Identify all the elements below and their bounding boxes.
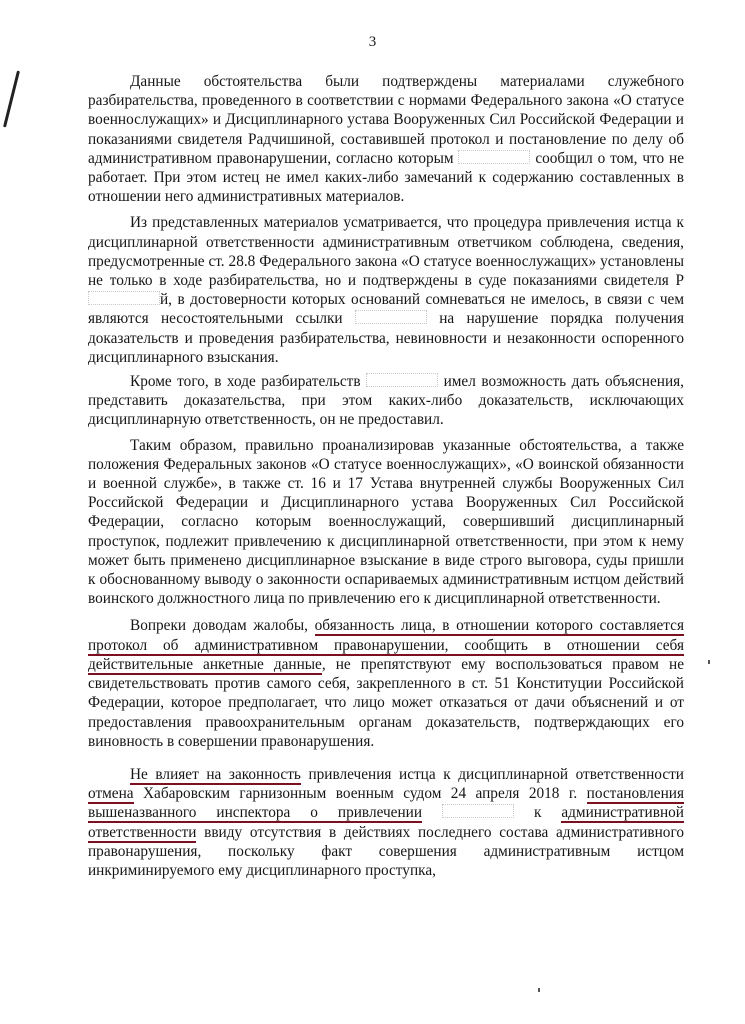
page-number: 3 (368, 34, 377, 50)
text-run: на нарушение порядка получения доказательств и проведения разбирательства, невиновности и незаконности оспоренного дисциплинарного взыскания. (88, 310, 684, 366)
text-run: Данные обстоятельства были подтверждены материалами служебного разбирательства, проведенного в соответствии с нормами Федерального закона «О статусе военнослужащих» и Дисциплинарного устава Вооруженных Сил Российской Федерации и показаниями свидетеля Радчишиной, составившей протокол и постановление по делу об административном правонарушении, согласно которым (88, 73, 684, 167)
underlined-text: административной ответственности (88, 804, 684, 841)
redacted-name (88, 291, 160, 305)
margin-speck (538, 988, 540, 992)
underlined-text: обязанность лица, в отношении которого составляется протокол об административном правонарушении, сообщить в отношении себя действительные анкетные данные (88, 617, 684, 673)
text-run: сообщил о том, что не работает. При этом истец не имел каких-либо замечаний к содержанию составленных в отношении него административных материалов. (88, 149, 684, 206)
margin-pen-stroke (3, 70, 20, 127)
text-run: Хабаровским гарнизонным военным судом 24 апреля 2018 г. (133, 785, 587, 803)
underlined-text: отмена (88, 785, 134, 803)
paragraph-conclusion-lawfulness (88, 436, 684, 609)
paragraph-procedure-followed (88, 213, 684, 367)
text-run: имел возможность дать объяснения, представить доказательства, при этом каких-либо доказательств, исключающих дисциплинарную ответственность, он не предоставил. (88, 373, 684, 429)
redacted-name (366, 373, 438, 387)
underlined-text: Не влияет на законность (130, 765, 301, 783)
text-run: й, в достоверности которых оснований сомневаться не имелось, в связи с чем являются несостоятельными ссылки (88, 291, 684, 328)
redacted-name (442, 804, 514, 818)
text-run: Из представленных материалов усматривается, что процедура привлечения истца к дисциплинарной ответственности административным ответчиком соблюдена, сведения, предусмотренные ст. 28.8 Федерального закона «О статусе военнослужащих» установлены не только в ходе разбирательства, но и подтверждены в суде показаниями свидетеля Р (88, 214, 684, 290)
text-run: ввиду отсутствия в действиях последнего состава административного правонарушения, поскольку факт совершения административным истцом инкриминируемого ему дисциплинарного проступка, (88, 823, 684, 879)
paragraph-evidence-confirmed (88, 72, 684, 206)
paragraph-annulment-not-affecting (88, 765, 684, 880)
text-run: Таким образом, правильно проанализировав указанные обстоятельства, а также положения Федеральных законов «О статусе военнослужащих», «О воинской обязанности и военной службе», в также ст. 16 и 17 Устава внутренней службы Вооруженных Сил Российской Федерации и Дисциплинарного устава Вооруженных Сил Российской Федерации, согласно которым военнослужащий, совершивший дисциплинарный проступок, подлежит привлечению к дисциплинарной ответственности, при этом к нему может быть применено дисциплинарное взыскание в виде строго выговора, суды пришли к обоснованному выводу о законности оспариваемых административным истцом действий воинского должностного лица по привлечению его к дисциплинарной ответственности. (88, 436, 684, 608)
paragraph-explanations-opportunity (88, 372, 684, 430)
text-run: привлечения истца к дисциплинарной ответственности (300, 765, 684, 783)
underlined-text: постановления вышеназванного инспектора о привлечении (88, 785, 684, 822)
redacted-name (458, 150, 530, 164)
margin-speck (708, 660, 710, 664)
text-run: Вопреки доводам жалобы, (130, 617, 315, 635)
text-run: , не препятствуют ему воспользоваться правом не свидетельствовать против самого себя, закрепленного в ст. 51 Конституции Российской Федерации, которое предполагает, что лицо может отказаться от дачи объяснений и от предоставления правоохранительным органам доказательств, подтверждающих его виновность в совершении правонарушения. (88, 655, 684, 750)
document-body (88, 72, 684, 887)
text-run: к (514, 804, 562, 822)
redacted-name (355, 310, 427, 324)
text-run (422, 804, 442, 821)
text-run: Кроме того, в ходе разбирательств (130, 373, 367, 391)
paragraph-duty-to-report (88, 616, 684, 750)
